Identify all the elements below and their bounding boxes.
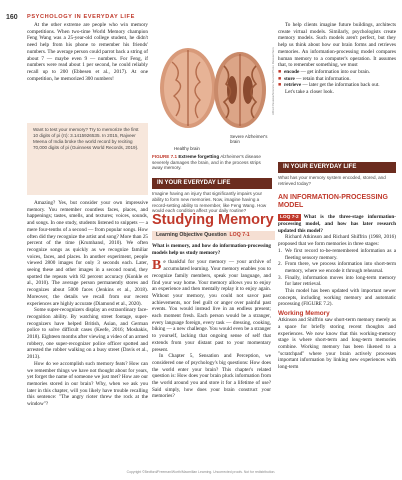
right-paragraph-transition: Let's take a closer look. (285, 89, 334, 96)
running-header (0, 0, 402, 22)
intro-paragraph-1: At the other extreme are people who win memory competitions. When two-time World Memory champion Feng Wang was a 25-year-old college student, he didn't need help from his phone to remember his friends' numbers. The average person could parrot back a string of about 7 — maybe even 9 — numbers. For Feng, if numbers were read about 1 per second, he could reliably recall up to 200 (Ebbesen et al., 2017). At one competition, he memorized 300 numbers! (27, 22, 148, 82)
page-number: 160 (6, 14, 18, 21)
right-paragraph-1: To help clients imagine future buildings, architects create virtual models. Similarly, psychologists create memory models. Such models aren't perfect, but they help us think about how our brain forms and retrieves memories. An information-processing model compares human memory to a computer's operation. It assumes that, to remember something, we must (278, 22, 396, 69)
copyright-footer: Copyright ©Bedford/Freeman/Worth/Macmillan Learning. Uncorrected proofs. Not for redistribution. (126, 470, 276, 474)
figure-7-1 (152, 22, 274, 154)
list-item: 1. We first record to-be-remembered information as a fleeting sensory memory. (278, 247, 396, 261)
figure-caption-text: Alzheimer's disease severely damages the brain, and in the process strips away memory. (152, 154, 261, 171)
list-item: 2. From there, we process information into short-term memory, where we encode it through rehearsal. (278, 261, 396, 274)
everyday-life-box-2-title: IN YOUR EVERYDAY LIFE (278, 162, 396, 173)
figure-label: FIGURE 7.1 (152, 154, 178, 159)
healthy-brain-label: Healthy brain (174, 146, 200, 151)
right-paragraph-2: Richard Atkinson and Richard Shiffrin (1968, 2016) proposed that we form memories in three stages: (278, 234, 396, 248)
photo-credit: Alfred Pasieka/Science Source/Photo Researchers (271, 47, 275, 115)
learning-objective-7-1: Learning Objective Question LOQ 7-1 (152, 231, 275, 240)
figure-caption (152, 154, 268, 171)
right-paragraph-3: This model has been updated with important newer concepts, including working memory and automatic processing (FIGURE 7.2). (278, 288, 396, 308)
intro-paragraph-4: How do we accomplish such memory feats? How can we remember things we have not thought about for years, yet forget the name of someone we just met? How are our memories stored in our brain? Why, when we ask you later in this chapter, will you likely have trouble recalling this sentence: "The angry rioter threw the rock at the window"? (27, 360, 148, 408)
margin-note-text: Want to test your memory? Try to memorize the first 10 digits of pi (π): 3.1415926535. In 2015, Rajveer Meena of India broke the world record by reciting 70,000 digits of pi (Guinness World Records, 2019). (33, 127, 139, 150)
healthy-brain-icon (160, 48, 216, 128)
list-item: ■ store — retain that information. (278, 75, 351, 82)
right-column (278, 22, 396, 96)
three-stage-list (278, 248, 396, 288)
intro-paragraph-3: Some super-recognizers display an extraordinary face-recognition ability. By watching street footage, super-recognizers have helped British, Asian, and German police to solve difficult cases (Keefe, 2016; Moshakis, 2018). Eighteen months after viewing a video of an armed robbery, one super-recognizer police officer spotted and arrested the robber walking on a busy street (Davis et al., 2013). (27, 307, 149, 361)
studying-paragraph-1: Be thankful for your memory — your archive of accumulated learning. Your memory enables you to recognize family members, speak your language, and find your way home. Your memory allows you to enjoy an experience and then mentally replay it to enjoy again. Without your memory, you could not savor past achievements, nor feel guilt or anger over painful past events. You would instead live in an endless present; each moment fresh. Each person would be a stranger, every language foreign, every task — dressing, cooking, biking — a new challenge. You would even be a stranger to yourself, lacking that ongoing sense of self that extends from your distant past to your momentary present. (152, 258, 271, 353)
section-heading-studying-memory: Studying Memory (152, 212, 274, 228)
running-title: PSYCHOLOGY IN EVERYDAY LIFE (27, 14, 135, 20)
lo-question-7-2: LOQ 7-2 What is the three-stage information-processing model, and how has later research updated this model? (278, 214, 396, 234)
alzheimers-brain-icon (214, 52, 266, 128)
studying-paragraph-2: In Chapter 5, Sensation and Perception, we considered one of psychology's big questions: How does the world enter your brain? This chapter's related question is: How does your brain pluck information from the world around you and store it for a lifetime of use? Said simply, how does your brain construct your memories? (152, 353, 271, 400)
section-heading-info-processing: AN INFORMATION-PROCESSING MODEL (278, 194, 388, 209)
encode-store-retrieve-list (278, 69, 396, 89)
left-column (27, 22, 148, 82)
list-item: ■ retrieve — later get the information back out. (278, 82, 380, 89)
lo-question-7-1: What is memory, and how do information-processing models help us study memory? (152, 243, 271, 256)
severe-brain-label: Severe Alzheimer's brain (230, 134, 268, 144)
figure-title: Extreme forgetting (178, 154, 220, 159)
right-paragraph-4: Atkinson and Shiffrin saw short-term memory merely as a space for briefly storing recent thoughts and experiences. We now know that this working-memory stage is where short-term and long-term memories combine. Working memory has been likened to a "scratchpad" where your brain actively processes important information by linking new experiences with long-term (278, 317, 396, 371)
list-item: ■ encode — get information into our brain. (278, 68, 371, 75)
right-column-lower (278, 214, 396, 371)
margin-note (27, 123, 148, 195)
left-column-lower (27, 200, 148, 408)
list-item: 3. Finally, information moves into long-term memory for later retrieval. (278, 274, 396, 288)
everyday-life-box-1-text: Imagine having an injury that significantly impairs your ability to form new memories. Now, imagine having a record-setting ability to remember, like Feng Wang. How would each condition affect your daily routine? (152, 191, 267, 214)
subheading-working-memory: Working Memory (278, 310, 330, 318)
everyday-life-box-1-title: IN YOUR EVERYDAY LIFE (152, 178, 272, 189)
intro-paragraph-2: Amazing? Yes, but consider your own impressive memory. You remember countless faces, places, and happenings; tastes, smells, and textures; voices, sounds, and songs. In one study, students listened to snippets — a mere four-tenths of a second — from popular songs. How often did they recognize the artist and song? More than 25 percent of the time (Krumhansl, 2010). We often recognize songs as quickly as we recognize familiar voices, faces, and places. In another experiment, people viewed 2800 images for only 3 seconds each. Later, seeing these and other images in a second round, they spotted the repeats with 82 percent accuracy (Konkle et al., 2010). The average person permanently stores and recognizes about 5000 faces (Jenkins et al., 2018). Moreover, the details we recall from our recent experiences are highly accurate (Diamond et al., 2020). (27, 200, 149, 307)
middle-column-text (152, 243, 271, 400)
everyday-life-box-2-text: What has your memory system encoded, stored, and retrieved today? (278, 175, 386, 186)
